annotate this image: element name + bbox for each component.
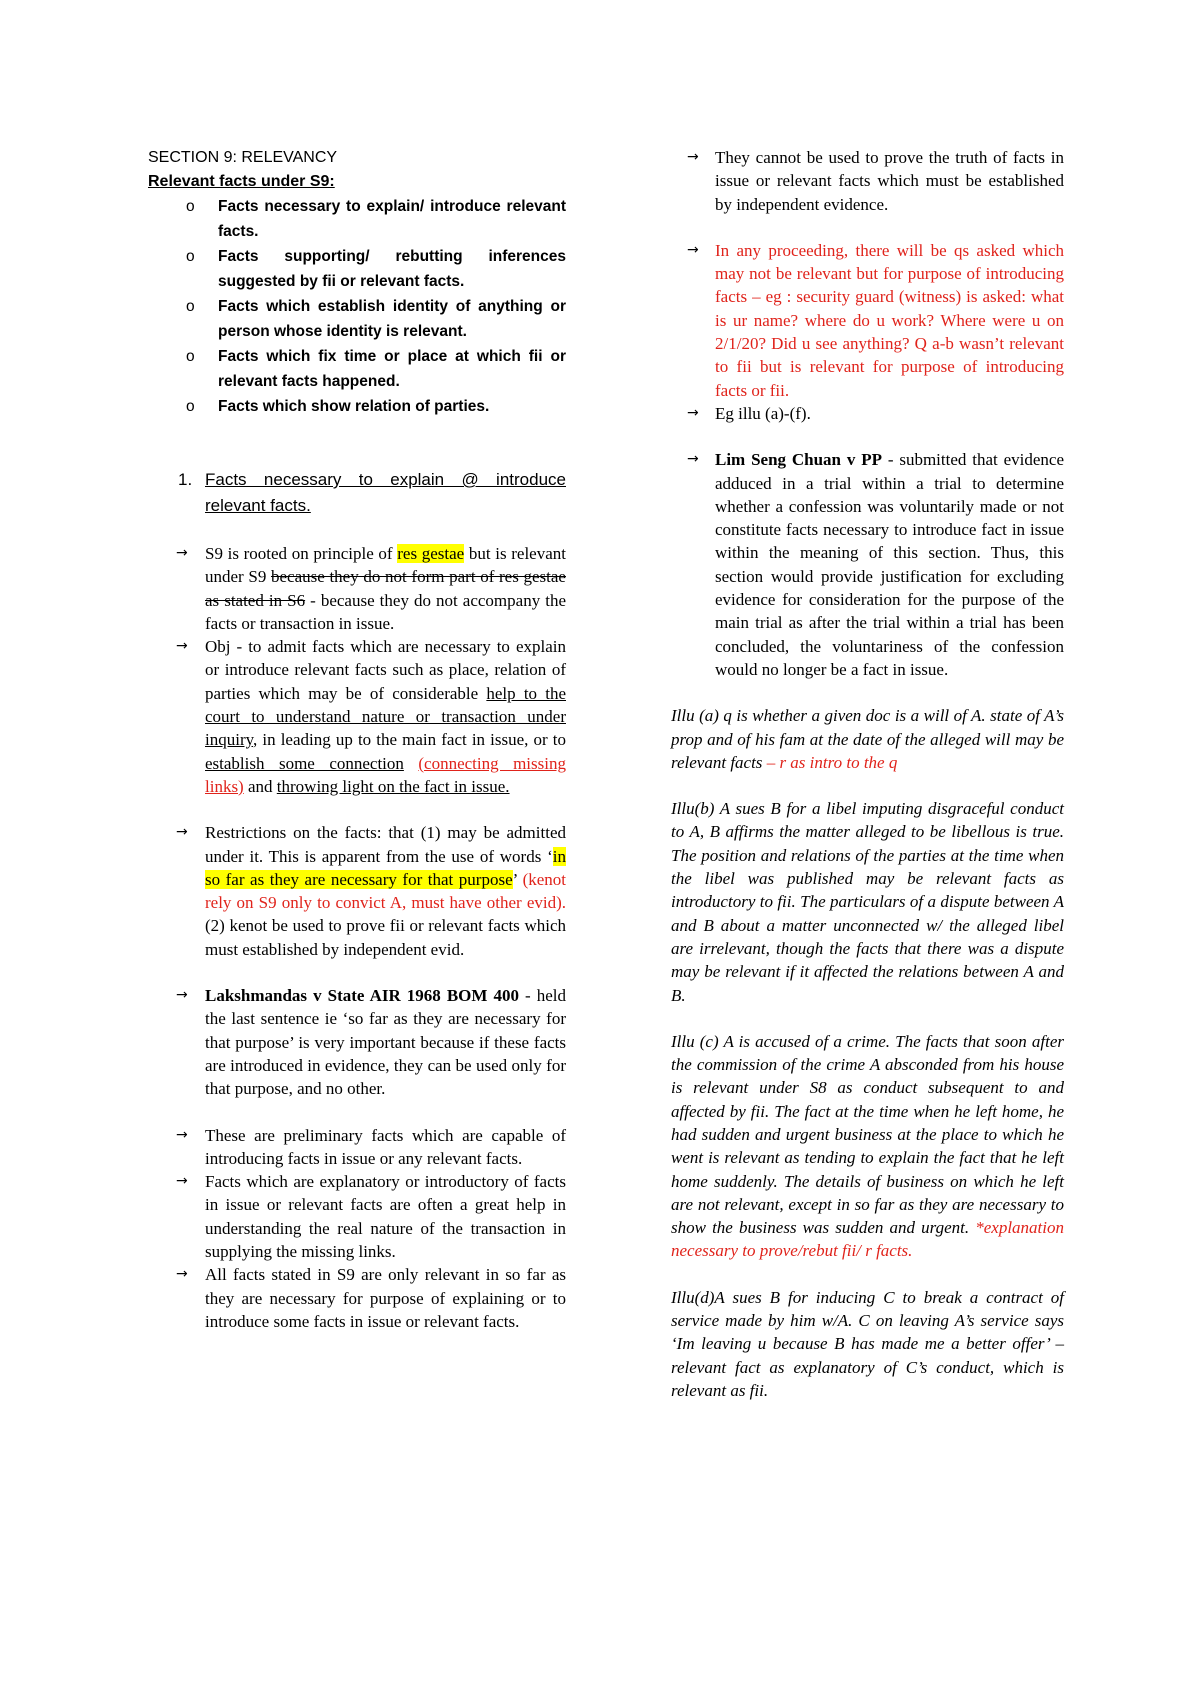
- bullet-o-icon: o: [186, 398, 195, 415]
- list-item: o Facts supporting/ rebutting inferences suggested by fii or relevant facts.: [148, 244, 566, 294]
- heading-number: 1.: [178, 470, 193, 489]
- heading-text: Facts necessary to explain @ introduce relevant facts.: [205, 470, 566, 515]
- arrow-bullet-icon: →: [176, 987, 188, 1004]
- relevant-facts-list: [148, 194, 566, 419]
- highlight-res-gestae: res gestae: [397, 544, 465, 563]
- arrow-bullet-icon: →: [176, 824, 188, 841]
- paragraph-explanatory: → Facts which are explanatory or introductory of facts in issue or relevant facts are often a great help in understanding the real nature of the transaction in supplying the missing links.: [176, 1172, 566, 1262]
- paragraph-lim-seng-chuan: → Lim Seng Chuan v PP - submitted that evidence adduced in a trial within a trial to determine whether a confession was voluntarily made or not constitute facts necessary to introduce fact in issue within the meaning of this section. Thus, this section would provide justification for excluding evidence for consideration for the purpose of the main trial as after the trial within a trial has been concluded, the voluntariness of the confession would no longer be a fact in issue.: [687, 450, 1064, 679]
- arrow-bullet-icon: →: [687, 451, 699, 468]
- arrow-bullet-icon: →: [687, 404, 699, 421]
- arrow-bullet-icon: →: [176, 638, 188, 655]
- bullet-o-icon: o: [186, 198, 195, 215]
- paragraph-objective: → Obj - to admit facts which are necessary to explain or introduce relevant facts such as place, relation of parties which may be of considerable help to the court to understand nature or transaction under inquiry, in leading up to the main fact in issue, or to establish some connection (connecting missing links) and throwing light on the fact in issue.: [176, 637, 566, 796]
- bullet-o-icon: o: [186, 248, 195, 265]
- left-column: [148, 146, 566, 1333]
- list-item: o Facts which establish identity of anything or person whose identity is relevant.: [148, 294, 566, 344]
- paragraph-restrictions: → Restrictions on the facts: that (1) may be admitted under it. This is apparent from the use of words ‘in so far as they are necessary for that purpose’ (kenot rely on S9 only to convict A, must have other evid). (2) kenot be used to prove fii or relevant facts which must established by independent evid.: [176, 823, 566, 959]
- red-note: *explanation necessary to prove/rebut fii/ r facts.: [671, 1218, 1064, 1261]
- case-name: Lakshmandas v State AIR 1968 BOM 400: [205, 986, 519, 1006]
- paragraph-cannot-prove: → They cannot be used to prove the truth of facts in issue or relevant facts which must be established by independent evidence.: [687, 148, 1064, 214]
- paragraph-res-gestae: → S9 is rooted on principle of res gestae but is relevant under S9 because they do not form part of res gestae as stated in S6 - because they do not accompany the facts or transaction in issue.: [176, 544, 566, 633]
- arrow-bullet-icon: →: [176, 1126, 188, 1143]
- numbered-heading: [148, 467, 566, 519]
- bullet-o-icon: o: [186, 348, 195, 365]
- bullet-o-icon: o: [186, 298, 195, 315]
- subtitle: Relevant facts under S9:: [148, 173, 335, 190]
- paragraph-lakshmandas: → Lakshmandas v State AIR 1968 BOM 400 - held the last sentence ie ‘so far as they are necessary for that purpose’ is very important because if these facts are introduced in evidence, they can be used only for that purpose, and no other.: [176, 986, 566, 1099]
- red-note: (connecting missing links): [205, 753, 566, 796]
- illustration-d: Illu(d)A sues B for inducing C to break a contract of service made by him w/A. C on leaving A’s service says ‘Im leaving u because B has made me a better offer’ – relevant fact as explanatory of C’s conduct, which is relevant as fii.: [671, 1287, 1064, 1400]
- arrow-bullet-icon: →: [687, 241, 699, 258]
- illustration-b: Illu(b) A sues B for a libel imputing disgraceful conduct to A, B affirms the matter alleged to be libellous is true. The position and relations of the parties at the time when the libel was published may be relevant facts as introductory to fii. The particulars of a dispute between A and B about a matter unconnected w/ the alleged libel are irrelevant, though the facts that there was a dispute may be relevant if it affected the relations between A and B.: [671, 799, 1064, 1005]
- paragraph-all-facts: → All facts stated in S9 are only relevant in so far as they are necessary for purpose of explaining or to introduce some facts in issue or relevant facts.: [176, 1265, 566, 1331]
- illustration-a: Illu (a) q is whether a given doc is a will of A. state of A’s prop and of his fam at the date of the alleged will may be relevant facts – r as intro to the q: [671, 706, 1064, 772]
- arrow-bullet-icon: →: [687, 149, 699, 165]
- paragraph-eg-illu: → Eg illu (a)-(f).: [671, 402, 1064, 425]
- strikethrough-text: because they do not form part of res gestae as stated in S6: [205, 567, 566, 610]
- red-note: – r as intro to the q: [762, 752, 898, 772]
- list-item: o Facts necessary to explain/ introduce relevant facts.: [148, 194, 566, 244]
- section-title: SECTION 9: RELEVANCY: [148, 149, 338, 166]
- arrow-bullet-icon: →: [176, 1173, 188, 1190]
- paragraph-preliminary: → These are preliminary facts which are capable of introducing facts in issue or any relevant facts.: [176, 1125, 566, 1168]
- arrow-bullet-icon: →: [176, 545, 188, 561]
- paragraph-proceeding-example: → In any proceeding, there will be qs asked which may not be relevant but for purpose of introducing facts – eg : security guard (witness) is asked: what is ur name? where do u work? Where were u on 2/1/20? Did u see anything? Q a-b wasn’t relevant to fii but is relevant for purpose of introducing facts or fii.: [687, 240, 1064, 400]
- right-column: [671, 146, 1064, 1402]
- list-item: o Facts which fix time or place at which fii or relevant facts happened.: [148, 344, 566, 394]
- arrow-bullet-icon: →: [176, 1266, 188, 1283]
- list-item: o Facts which show relation of parties.: [148, 394, 566, 419]
- highlight-quote: in so far as they are necessary for that purpose: [205, 846, 566, 889]
- case-name: Lim Seng Chuan v PP: [715, 450, 882, 470]
- red-note: (kenot rely on S9 only to convict A, must have other evid).: [205, 869, 566, 913]
- illustration-c: Illu (c) A is accused of a crime. The facts that soon after the commission of the crime A absconded from his house is relevant under S8 as conduct subsequent to and affected by fii. The fact at the time when he left home, he had sudden and urgent business at the place to which he went is relevant as tending to explain the fact that he left home suddenly. The details of business on which he left are not relevant, except in so far as they are necessary to show the business was sudden and urgent. *explanation necessary to prove/rebut fii/ r facts.: [671, 1031, 1064, 1261]
